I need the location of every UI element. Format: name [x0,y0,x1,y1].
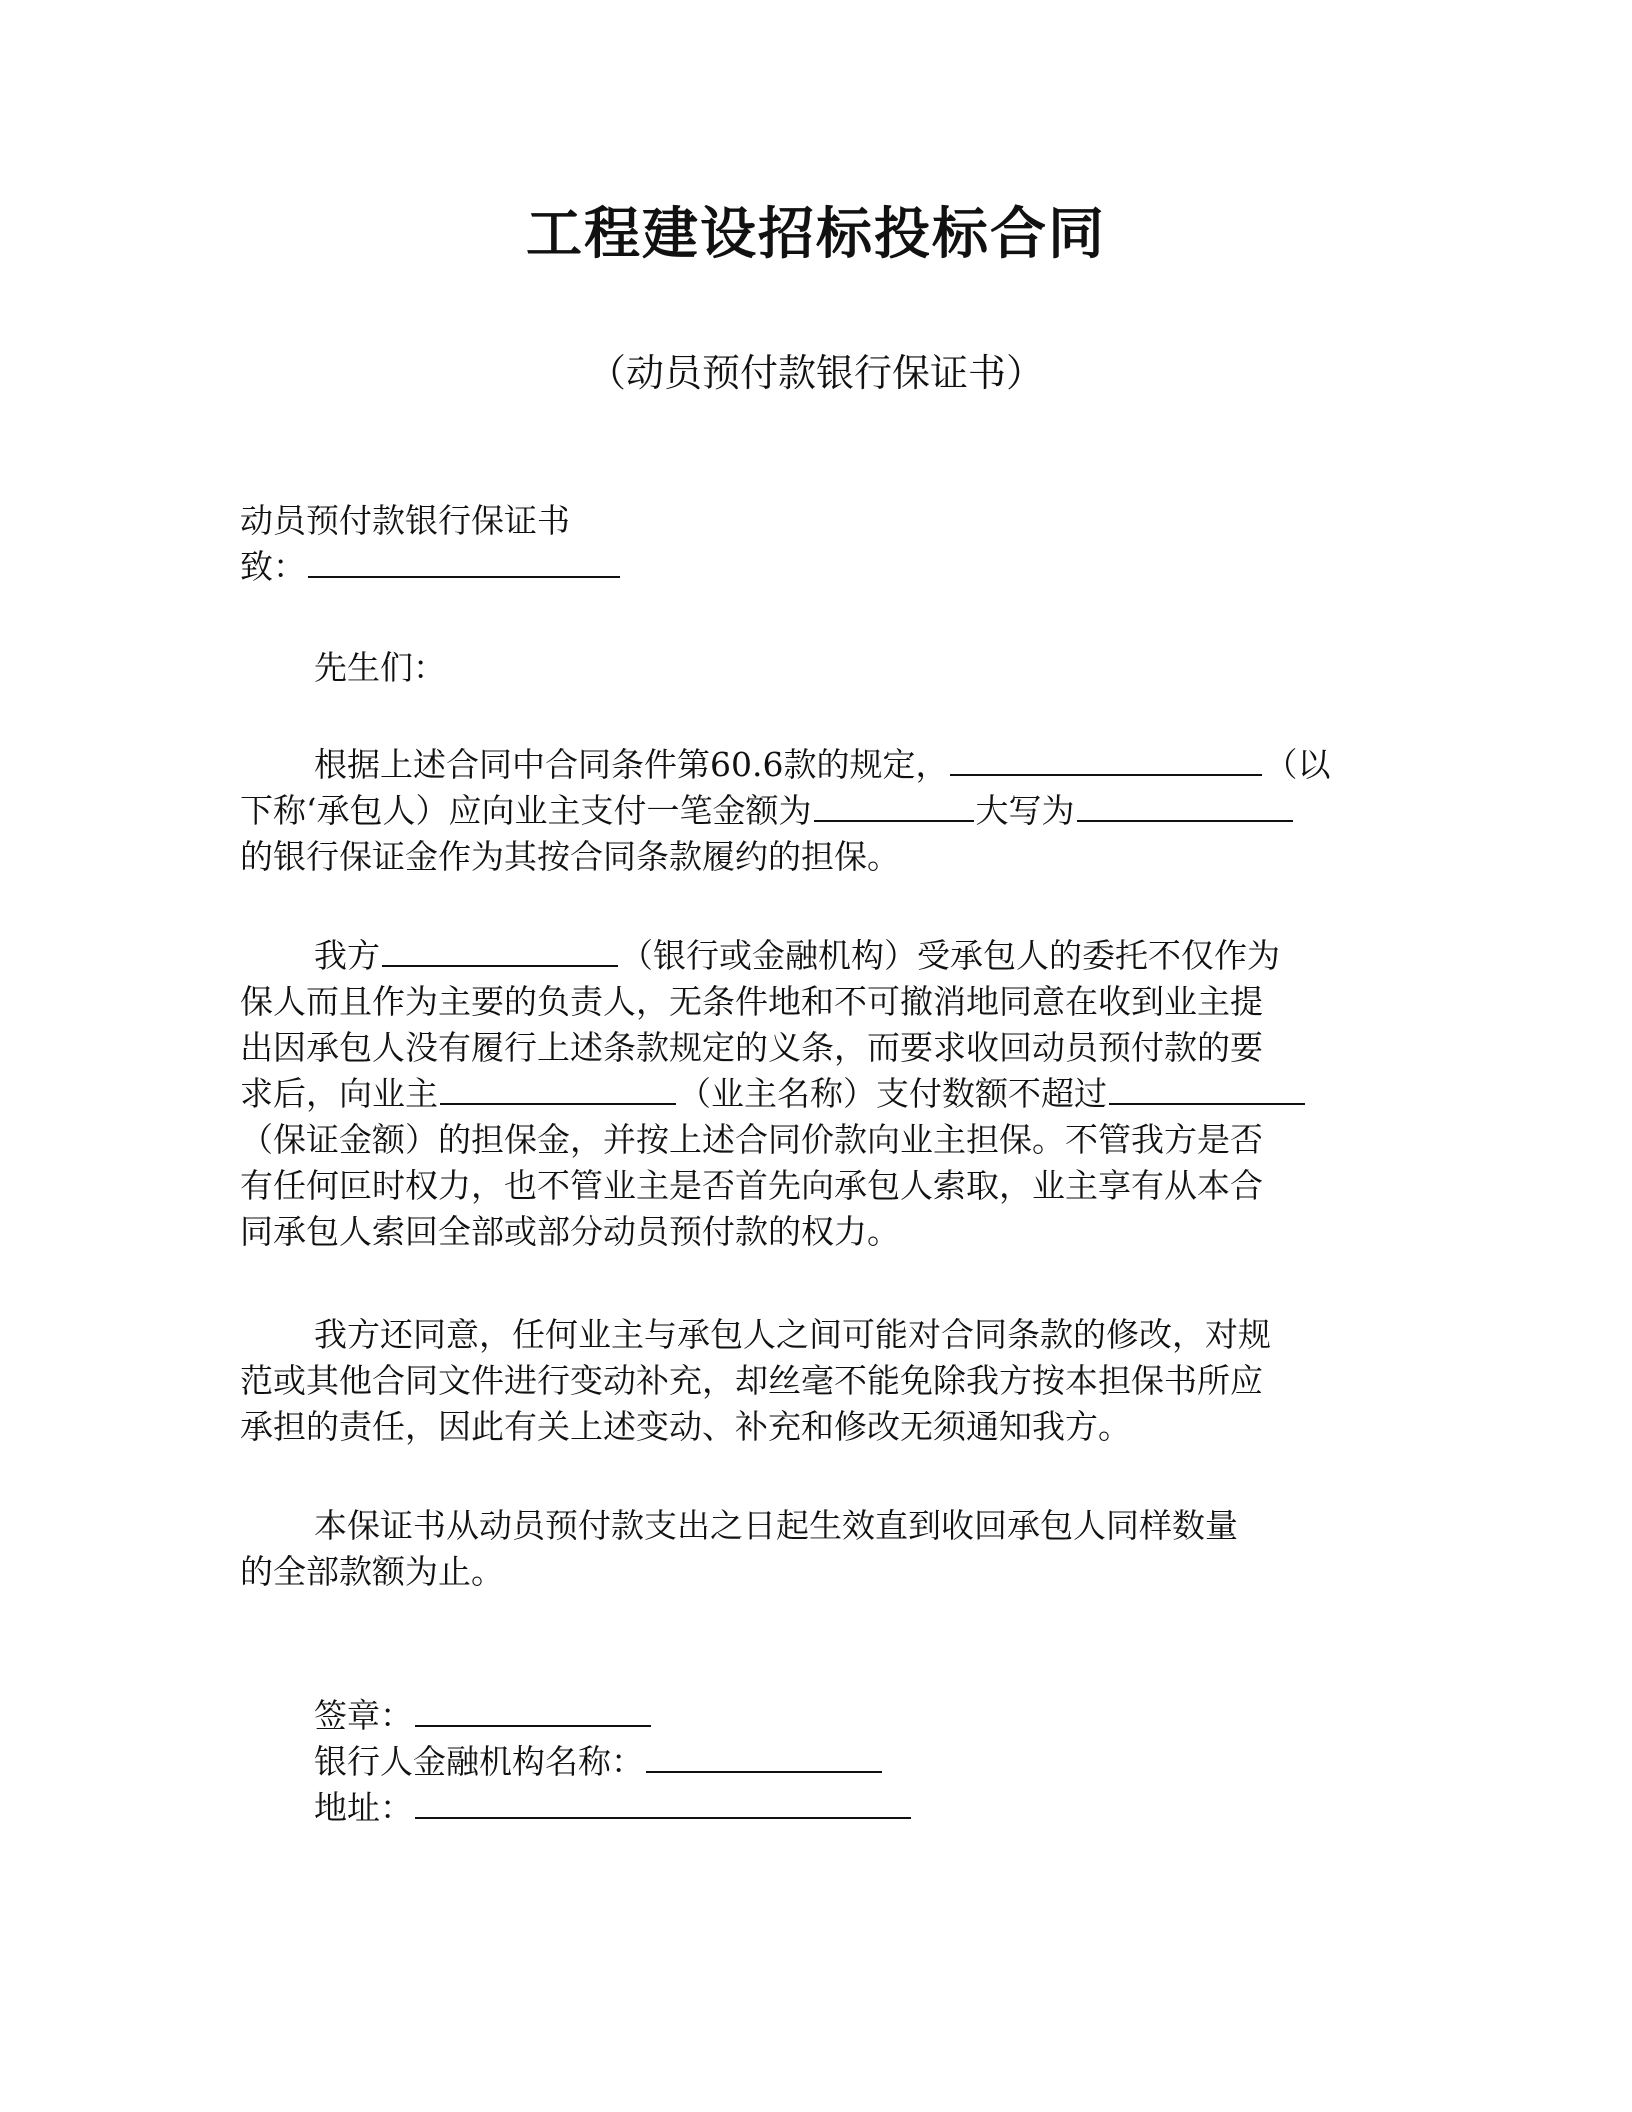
document-title: 工程建设招标投标合同 [526,202,1106,267]
para1-line3: 的银行保证金作为其按合同条款履约的担保。 [240,837,900,876]
para1-line1-text: 根据上述合同中合同条件第60.6款的规定， [314,745,949,784]
para2-line5: （保证金额）的担保金，并按上述合同价款向业主担保。不管我方是否 [240,1120,1263,1159]
paragraph-2 [240,933,1390,1255]
para2-line4 [240,1071,1390,1117]
para2-line4-mid: （业主名称）支付数额不超过 [678,1074,1107,1113]
para2-line1-tail: （银行或金融机构）受承包人的委托不仅作为 [620,936,1280,975]
para3-line1: 我方还同意，任何业主与承包人之间可能对合同条款的修改，对规 [314,1315,1271,1354]
para1-line2-text: 下称‘承包人）应向业主支付一笔金额为 [240,791,812,830]
seal-label: 签章： [314,1696,413,1735]
salutation-block [240,645,1390,691]
bank-name-line [240,1739,1390,1785]
para1-line1-tail: （以 [1264,745,1331,784]
salutation: 先生们： [314,648,446,687]
para3-line3: 承担的责任，因此有关上述变动、补充和修改无须通知我方。 [240,1407,1131,1446]
recipient-blank[interactable] [308,546,620,578]
contractor-name-blank[interactable] [950,744,1262,776]
para2-line4-text: 求后，向业主 [240,1074,438,1113]
para4-line2: 的全部款额为止。 [240,1552,504,1591]
para2-line2: 保人而且作为主要的负责人，无条件地和不可撤消地同意在收到业主提 [240,982,1263,1021]
recipient-label: 致： [240,547,306,586]
para1-line2 [240,788,1390,834]
seal-line [240,1693,1390,1739]
paragraph-4 [240,1503,1390,1595]
letter-header [240,498,1390,590]
para2-line7: 同承包人索回全部或部分动员预付款的权力。 [240,1212,900,1251]
document-subtitle: （动员预付款银行保证书） [587,351,1044,395]
para4-line1: 本保证书从动员预付款支出之日起生效直到收回承包人同样数量 [314,1506,1238,1545]
address-blank[interactable] [415,1787,911,1819]
para2-line1 [240,933,1390,979]
amount-blank[interactable] [814,790,974,822]
amount-words-blank[interactable] [1077,790,1293,822]
seal-blank[interactable] [415,1695,651,1727]
bank-name-label: 银行人金融机构名称： [314,1742,644,1781]
address-label: 地址： [314,1788,413,1827]
paragraph-3 [240,1312,1390,1450]
address-line [240,1785,1390,1831]
signature-block [240,1693,1390,1831]
para3-line2: 范或其他合同文件进行变动补充，却丝毫不能免除我方按本担保书所应 [240,1361,1263,1400]
letter-heading: 动员预付款银行保证书 [240,501,570,540]
para1-line2-mid: 大写为 [975,791,1075,830]
bank-blank[interactable] [382,935,618,967]
para1-line1 [240,742,1390,788]
paragraph-1 [240,742,1390,880]
owner-name-blank[interactable] [440,1073,676,1105]
para2-line1-text: 我方 [314,936,380,975]
para2-line3: 出因承包人没有履行上述条款规定的义条，而要求收回动员预付款的要 [240,1028,1263,1067]
recipient-line [240,544,1390,590]
guarantee-amount-blank[interactable] [1109,1073,1305,1105]
bank-name-blank[interactable] [646,1741,882,1773]
para2-line6: 有任何叵时权力，也不管业主是否首先向承包人索取，业主享有从本合 [240,1166,1263,1205]
